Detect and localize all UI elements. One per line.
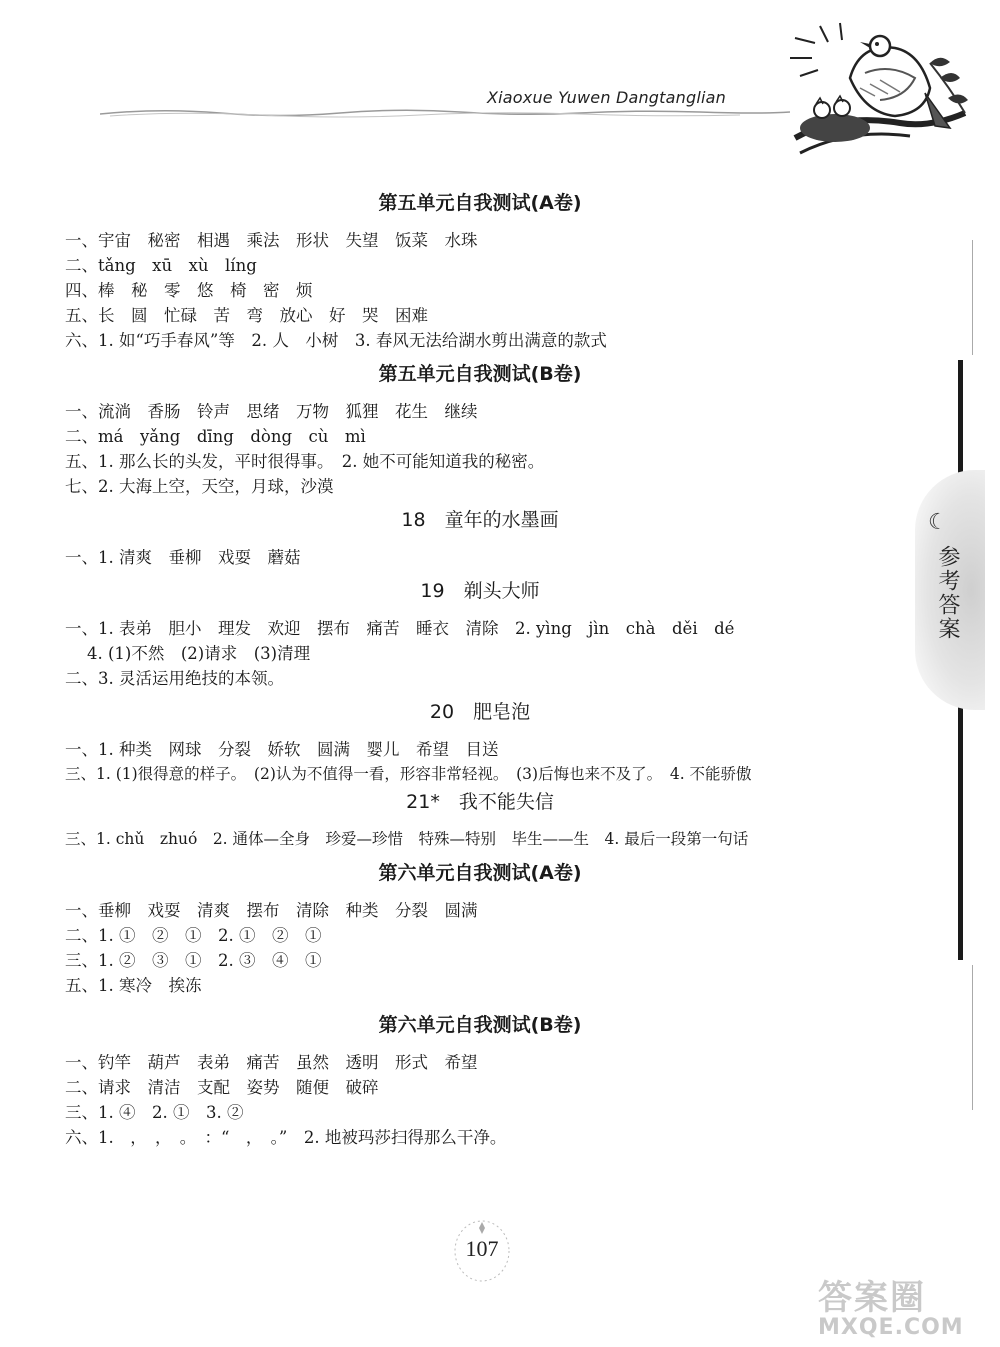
- answer-line: 三、1. ② ③ ① 2. ③ ④ ①: [65, 951, 322, 970]
- answer-line: 二、1. ① ② ① 2. ① ② ①: [65, 926, 322, 945]
- answer-line: 二、3. 灵活运用绝技的本领。: [65, 669, 284, 688]
- answer-line: 六、1. 如“巧手春风”等 2. 人 小树 3. 春风无法给湖水剪出满意的款式: [65, 331, 607, 350]
- answer-line: 一、1. 表弟 胆小 理发 欢迎 摆布 痛苦 睡衣 清除 2. yìng jìn chà děi dé: [65, 619, 735, 638]
- section-lesson-20: [65, 699, 895, 787]
- section-title: 第五单元自我测试(A卷): [378, 192, 582, 214]
- section-lesson-19: [65, 578, 895, 691]
- answer-line: 五、长 圆 忙碌 苦 弯 放心 好 哭 困难: [65, 306, 428, 325]
- header-title: Xiaoxue Yuwen Dangtanglian: [487, 88, 726, 107]
- answer-line: 六、1. ， ， 。 ：“ ， 。” 2. 地被玛莎扫得那么干净。: [65, 1128, 507, 1147]
- side-rule-top: [972, 240, 973, 355]
- answer-line: 四、棒 秘 零 悠 椅 密 烦: [65, 281, 313, 300]
- answer-line: 七、2. 大海上空，天空，月球，沙漠: [65, 477, 334, 496]
- watermark-en: MXQE.COM: [818, 1315, 964, 1340]
- watermark-cn: 答案圈: [818, 1278, 926, 1318]
- section-title: 20 肥皂泡: [429, 701, 531, 723]
- section-6b: [65, 1012, 895, 1150]
- answer-line: 二、请求 清洁 支配 姿势 随便 破碎: [65, 1078, 379, 1097]
- section-title: 19 剃头大师: [420, 580, 540, 602]
- answer-line: 二、tǎng xū xù líng: [65, 256, 257, 275]
- section-5b: [65, 361, 895, 499]
- side-rule-bottom: [972, 965, 973, 1110]
- section-title: 第六单元自我测试(B卷): [378, 1014, 582, 1036]
- section-title: 第五单元自我测试(B卷): [378, 363, 582, 385]
- answer-line: 一、1. 清爽 垂柳 戏耍 蘑菇: [65, 548, 301, 567]
- answer-line: 五、1. 那么长的头发，平时很得事。 2. 她不可能知道我的秘密。: [65, 452, 545, 471]
- section-title: 21* 我不能失信: [406, 791, 554, 813]
- crescent-star-icon: ☾: [928, 510, 948, 535]
- bird-illustration: [780, 18, 975, 168]
- section-title: 第六单元自我测试(A卷): [378, 862, 582, 884]
- section-title: 18 童年的水墨画: [401, 509, 559, 531]
- answer-line: 三、1. (1)很得意的样子。 (2)认为不值得一看，形容非常轻视。 (3)后悔也来不及了。 4. 不能骄傲: [65, 765, 752, 783]
- section-lesson-21: [65, 789, 895, 852]
- answer-content: [65, 190, 895, 1150]
- answer-line: 一、钓竿 葫芦 表弟 痛苦 虽然 透明 形式 希望: [65, 1053, 478, 1072]
- page-number: 107: [465, 1236, 499, 1261]
- watermark: [818, 1280, 993, 1342]
- section-lesson-18: [65, 507, 895, 570]
- answer-line: 三、1. chǔ zhuó 2. 通体—全身 珍爱—珍惜 特殊—特别 毕生——生 4. 最后一段第一句话: [65, 830, 749, 848]
- header-divider: [100, 106, 790, 120]
- answer-line: 一、流淌 香肠 铃声 思绪 万物 狐狸 花生 继续: [65, 402, 478, 421]
- section-5a: [65, 190, 895, 353]
- answer-line: 二、má yǎng dīng dòng cù mì: [65, 427, 366, 446]
- answer-line: 一、1. 种类 网球 分裂 娇软 圆满 婴儿 希望 目送: [65, 740, 499, 759]
- side-tab-label: 参考答案: [935, 545, 960, 641]
- answer-line: 4. (1)不然 (2)请求 (3)清理: [87, 644, 311, 663]
- answer-line: 五、1. 寒冷 挨冻: [65, 976, 202, 995]
- answer-line: 三、1. ④ 2. ① 3. ②: [65, 1103, 244, 1122]
- answer-line: 一、宇宙 秘密 相遇 乘法 形状 失望 饭菜 水珠: [65, 231, 478, 250]
- answer-line: 一、垂柳 戏耍 清爽 摆布 清除 种类 分裂 圆满: [65, 901, 478, 920]
- section-6a: [65, 860, 895, 998]
